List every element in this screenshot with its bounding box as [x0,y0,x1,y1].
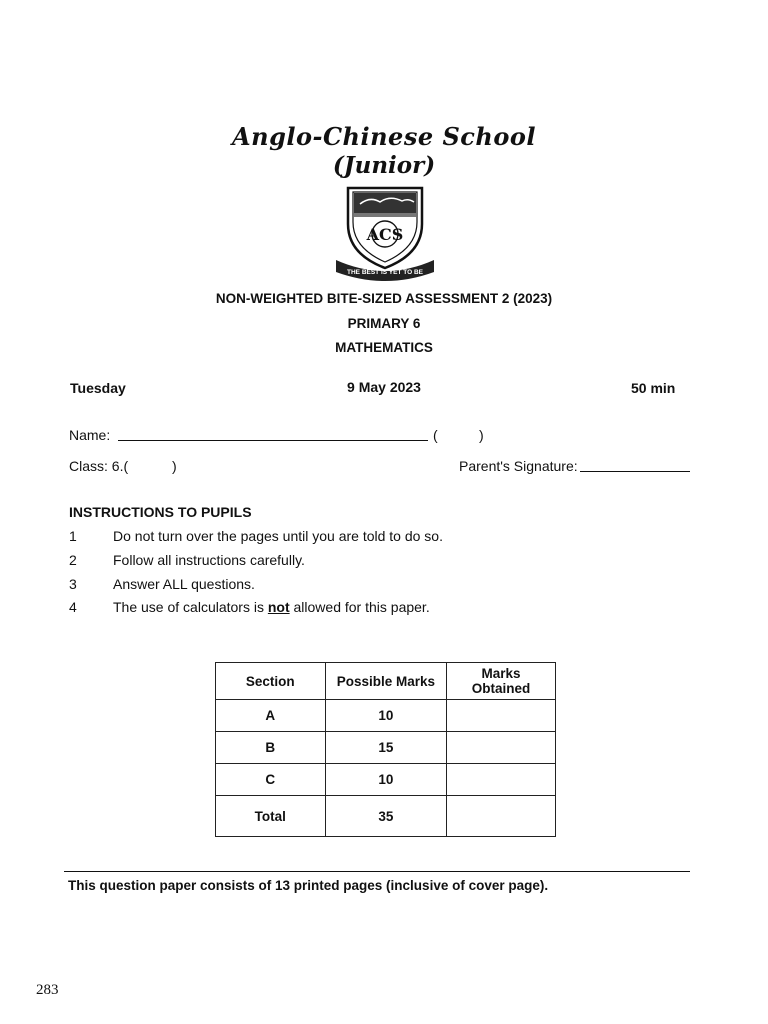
possible-marks-cell: 35 [325,796,447,837]
school-name: Anglo-Chinese School [232,122,536,151]
class-label: Class: 6.( [69,458,129,474]
marks-obtained-cell[interactable] [447,700,556,732]
school-crest-icon [330,182,440,282]
name-field[interactable] [118,440,428,441]
column-header: Possible Marks [325,663,447,700]
possible-marks-cell: 10 [325,700,447,732]
section-cell: B [216,732,326,764]
section-cell: Total [216,796,326,837]
possible-marks-cell: 15 [325,732,447,764]
signature-label: Parent's Signature: [459,458,578,474]
exam-duration: 50 min [631,380,676,396]
school-name-subtitle: (Junior) [332,152,436,179]
school-motto: THE BEST IS YET TO BE [347,269,423,276]
possible-marks-cell: 10 [325,764,447,796]
instruction-number: 1 [69,528,77,544]
page-count-note: This question paper consists of 13 printed pages (inclusive of cover page). [68,878,549,893]
table-row-total [216,796,556,837]
section-cell: A [216,700,326,732]
emphasis-not: not [267,599,290,615]
class-close: ) [172,458,177,474]
marks-obtained-cell[interactable] [447,732,556,764]
column-header: Marks Obtained [447,663,556,700]
exam-date: 9 May 2023 [347,379,421,395]
name-index-close: ) [479,427,484,443]
marks-obtained-cell[interactable] [447,796,556,837]
section-cell: C [216,764,326,796]
page-number: 283 [36,982,59,998]
instruction-number: 2 [69,552,77,568]
name-label: Name: [69,427,111,443]
level-title: PRIMARY 6 [347,316,421,331]
assessment-title: NON-WEIGHTED BITE-SIZED ASSESSMENT 2 (2023) [215,291,553,306]
table-row [216,732,556,764]
marks-table [215,662,556,837]
instruction-text: Do not turn over the pages until you are told to do so. [113,528,443,544]
class-field[interactable] [138,459,168,475]
index-number-field[interactable] [443,428,473,444]
instruction-text: Follow all instructions carefully. [113,552,305,568]
svg-text:ACS: ACS [366,225,404,244]
table-row [216,764,556,796]
footer-divider [64,871,690,872]
exam-day: Tuesday [70,380,126,396]
column-header: Section [216,663,326,700]
instruction-text: The use of calculators is not allowed for this paper. [113,599,430,615]
instruction-text: Answer ALL questions. [113,576,255,592]
instruction-number: 4 [69,599,77,615]
instructions-heading: INSTRUCTIONS TO PUPILS [69,504,252,520]
instruction-number: 3 [69,576,77,592]
signature-field[interactable] [580,471,690,472]
table-row [216,700,556,732]
table-header-row [216,663,556,700]
name-index-open: ( [433,427,438,443]
marks-obtained-cell[interactable] [447,764,556,796]
subject-title: MATHEMATICS [335,340,433,355]
